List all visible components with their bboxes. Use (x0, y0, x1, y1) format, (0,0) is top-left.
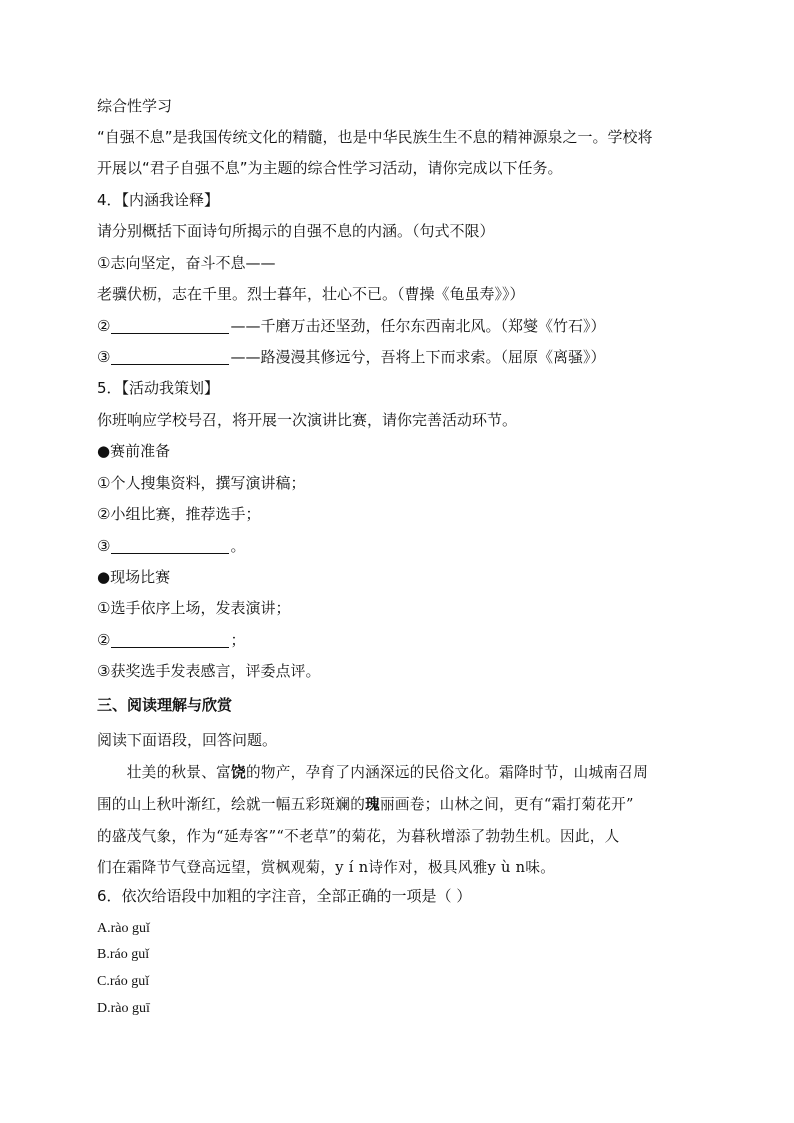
q5-live-step-2 (97, 629, 734, 651)
q6-option-a[interactable]: A.rào guǐ (97, 921, 150, 936)
section-title: 综合性学习 (97, 97, 173, 115)
intro-line-1: “自强不息”是我国传统文化的精髓，也是中华民族生生不息的精神源泉之一。学校将 (97, 128, 653, 146)
q6-option-d[interactable]: D.rào guī (97, 1001, 150, 1016)
q4-prompt: 请分别概括下面诗句所揭示的自强不息的内涵。（句式不限） (97, 222, 495, 240)
q5-title: 5．【活动我策划】 (97, 379, 220, 397)
q4-item-1-line-2: 老骥伏枥，志在千里。烈士暮年，壮心不已。（曹操《龟虽寿》》） (97, 285, 525, 303)
q5-pre-step-3-number: ③ (97, 537, 111, 555)
q5-live-step-2-answer-blank[interactable] (111, 631, 229, 648)
q6-option-b[interactable]: B.ráo guǐ (97, 947, 150, 962)
part3-instruction: 阅读下面语段，回答问题。 (97, 731, 278, 749)
q5-live-step-1: ①选手依序上场，发表演讲； (97, 599, 291, 617)
q5-live-step-3: ③获奖选手发表感言，评委点评。 (97, 662, 321, 680)
q4-item-2-answer-blank[interactable] (111, 317, 229, 334)
q4-item-2-number: ② (97, 317, 111, 335)
q4-item-2-text: ——千磨万击还坚劲，任尔东西南北风。（郑燮《竹石》） (230, 317, 606, 335)
q5-pre-heading: ●赛前准备 (97, 442, 171, 460)
q6-option-c[interactable]: C.ráo guǐ (97, 974, 150, 989)
q5-live-heading: ●现场比赛 (97, 568, 171, 586)
bold-char-gui: 瑰 (365, 796, 380, 813)
passage-line-2 (97, 794, 734, 816)
q5-prompt: 你班响应学校号召，将开展一次演讲比赛，请你完善活动环节。 (97, 411, 518, 429)
q4-title: 4．【内涵我诠释】 (97, 191, 220, 209)
passage-line-1-c: 的物产，孕育了内涵深远的民俗文化。霜降时节，山城南召周 (245, 764, 649, 781)
q4-item-3 (97, 346, 734, 368)
q4-item-3-text: ——路漫漫其修远兮，吾将上下而求索。（屈原《离骚》） (230, 348, 606, 366)
q4-item-2 (97, 315, 734, 337)
q5-live-step-2-end: ； (230, 631, 246, 649)
passage-line-1-a: 壮美的秋景、富 (97, 764, 232, 781)
passage-line-1 (97, 762, 734, 784)
passage-line-4: 们在霜降节气登高远望，赏枫观菊，y í n诗作对，极具风雅y ù n味。 (97, 859, 556, 876)
q5-pre-step-3 (97, 535, 734, 557)
q4-item-3-number: ③ (97, 348, 111, 366)
q4-item-3-answer-blank[interactable] (111, 348, 229, 365)
passage-line-2-c: 丽画卷；山林之间，更有“霜打菊花开” (380, 796, 634, 813)
q5-pre-step-3-answer-blank[interactable] (111, 537, 229, 554)
q5-live-step-2-number: ② (97, 631, 111, 649)
passage-line-3: 的盛茂气象，作为“延寿客”“不老草”的菊花，为暮秋增添了勃勃生机。因此，人 (97, 828, 620, 845)
passage-line-2-a: 围的山上秋叶渐红，绘就一幅五彩斑斓的 (97, 796, 366, 813)
q6-stem: 6．依次给语段中加粗的字注音，全部正确的一项是（ ） (97, 887, 472, 905)
intro-line-2: 开展以“君子自强不息”为主题的综合性学习活动，请你完成以下任务。 (97, 159, 563, 177)
q5-pre-step-2: ②小组比赛，推荐选手； (97, 505, 261, 523)
q5-pre-step-3-end: 。 (230, 537, 246, 555)
q4-item-1-line-1: ①志向坚定，奋斗不息—— (97, 254, 276, 272)
bold-char-rao: 饶 (231, 764, 246, 781)
q5-pre-step-1: ①个人搜集资料，撰写演讲稿； (97, 474, 306, 492)
part3-heading: 三、阅读理解与欣赏 (97, 696, 233, 714)
